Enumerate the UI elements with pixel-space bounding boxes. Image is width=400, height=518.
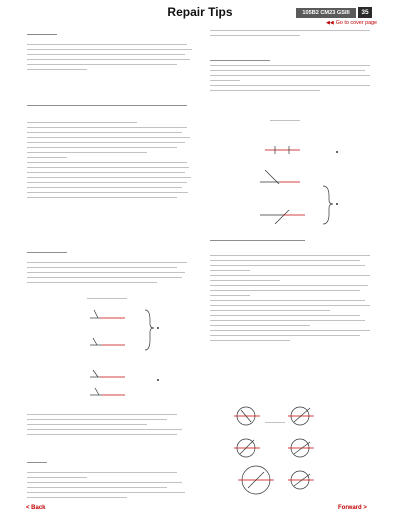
left-paragraph-2	[27, 122, 197, 202]
right-heading-2	[210, 240, 378, 245]
go-to-cover-label: Go to cover page	[335, 20, 378, 26]
left-paragraph-5	[27, 472, 197, 502]
page-title: Repair Tips	[167, 5, 233, 19]
back-link[interactable]: < Back	[26, 505, 46, 511]
right-component-diagram	[245, 140, 345, 230]
left-paragraph-3	[27, 262, 197, 287]
right-paragraph-3	[210, 255, 378, 345]
solder-joint-diagram	[228, 402, 338, 498]
double-left-arrow-icon: ◀◀	[326, 20, 334, 26]
right-figure-caption	[210, 120, 378, 125]
model-badge: 105B2 CM23 GSIII	[296, 8, 356, 18]
left-component-diagram	[80, 300, 175, 400]
right-paragraph-2	[210, 60, 378, 95]
left-heading-3	[27, 252, 197, 257]
left-heading-2	[27, 105, 197, 110]
left-paragraph-1	[27, 44, 197, 74]
left-heading-1	[27, 34, 197, 39]
go-to-cover-link[interactable]	[326, 20, 377, 26]
page-number: 35	[358, 7, 372, 18]
right-paragraph-1	[210, 30, 378, 40]
left-heading-4	[27, 462, 197, 467]
forward-link[interactable]: Forward >	[338, 505, 367, 511]
left-paragraph-4	[27, 414, 197, 439]
